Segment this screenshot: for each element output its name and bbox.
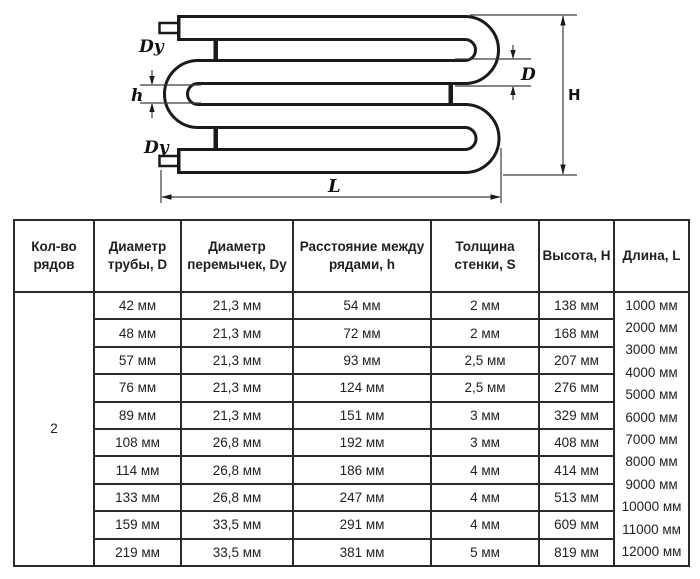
pipe-bore — [176, 28, 488, 161]
inlet-stub — [160, 23, 179, 33]
register-diagram — [0, 0, 700, 216]
table-row — [14, 484, 689, 511]
table-row — [14, 319, 689, 346]
length-item: 7000 мм — [625, 431, 678, 447]
jumper-top-left — [214, 39, 219, 62]
h-gap-label: h — [131, 86, 144, 106]
table-cell: 89 мм — [94, 402, 181, 429]
dy-bottom-label: Dy — [144, 138, 169, 158]
table-cell: 26,8 мм — [181, 484, 293, 511]
jumper-bottom-left — [214, 127, 219, 151]
length-item: 6000 мм — [625, 409, 678, 425]
header-height: Высота, H — [539, 220, 614, 292]
length-item: 2000 мм — [625, 319, 678, 335]
length-item: 1000 мм — [625, 297, 678, 313]
table-cell: 192 мм — [293, 429, 431, 456]
length-item: 9000 мм — [625, 476, 678, 492]
spec-table-body — [14, 292, 689, 566]
d-arrow-up-icon — [510, 86, 515, 95]
header-jumper-diameter: Диаметр перемычек, Dy — [181, 220, 293, 292]
table-cell: 247 мм — [293, 484, 431, 511]
h-arrow-up-icon — [149, 103, 154, 112]
table-cell: 21,3 мм — [181, 374, 293, 401]
length-arrow-left-icon — [162, 194, 172, 199]
table-row — [14, 429, 689, 456]
table-cell: 2,5 мм — [431, 374, 539, 401]
table-cell: 21,3 мм — [181, 347, 293, 374]
table-cell: 76 мм — [94, 374, 181, 401]
length-item: 5000 мм — [625, 387, 678, 403]
length-item: 4000 мм — [625, 364, 678, 380]
table-cell: 819 мм — [539, 539, 614, 566]
table-cell: 42 мм — [94, 292, 181, 319]
table-cell: 93 мм — [293, 347, 431, 374]
table-row — [14, 292, 689, 319]
table-cell: 219 мм — [94, 539, 181, 566]
spec-table — [13, 219, 690, 567]
length-item: 12000 мм — [621, 543, 682, 559]
table-cell: 133 мм — [94, 484, 181, 511]
length-label: L — [328, 176, 341, 197]
table-cell: 2,5 мм — [431, 347, 539, 374]
height-arrow-up-icon — [560, 16, 565, 26]
table-cell: 4 мм — [431, 511, 539, 538]
table-cell: 138 мм — [539, 292, 614, 319]
table-cell: 408 мм — [539, 429, 614, 456]
table-cell: 72 мм — [293, 319, 431, 346]
table-row — [14, 511, 689, 538]
table-cell: 3 мм — [431, 402, 539, 429]
dy-top-label: Dy — [139, 37, 164, 57]
table-cell: 4 мм — [431, 484, 539, 511]
table-row — [14, 347, 689, 374]
table-cell: 168 мм — [539, 319, 614, 346]
table-cell: 329 мм — [539, 402, 614, 429]
spec-table-header — [14, 220, 689, 292]
table-cell: 381 мм — [293, 539, 431, 566]
table-cell: 26,8 мм — [181, 456, 293, 483]
pipe-outline — [176, 28, 488, 161]
length-item: 11000 мм — [622, 521, 681, 537]
table-cell: 186 мм — [293, 456, 431, 483]
table-cell: 414 мм — [539, 456, 614, 483]
table-cell: 151 мм — [293, 402, 431, 429]
table-cell: 124 мм — [293, 374, 431, 401]
table-row — [14, 539, 689, 566]
table-cell: 276 мм — [539, 374, 614, 401]
table-row — [14, 374, 689, 401]
length-item: 3000 мм — [625, 342, 678, 358]
table-cell: 114 мм — [94, 456, 181, 483]
height-arrow-down-icon — [560, 165, 565, 175]
table-cell: 21,3 мм — [181, 292, 293, 319]
header-wall-thickness: Толщина стенки, S — [431, 220, 539, 292]
d-arrow-down-icon — [510, 50, 515, 59]
table-cell: 2 мм — [431, 319, 539, 346]
length-arrow-right-icon — [491, 194, 501, 199]
table-cell: 26,8 мм — [181, 429, 293, 456]
table-cell: 21,3 мм — [181, 319, 293, 346]
height-label: H — [568, 86, 581, 104]
row-count-cell: 2 — [14, 292, 94, 566]
length-item: 10000 мм — [621, 499, 682, 515]
table-cell: 33,5 мм — [181, 539, 293, 566]
header-pipe-diameter: Диаметр трубы, D — [94, 220, 181, 292]
table-cell: 159 мм — [94, 511, 181, 538]
table-cell: 513 мм — [539, 484, 614, 511]
table-cell: 5 мм — [431, 539, 539, 566]
table-row — [14, 456, 689, 483]
table-cell: 4 мм — [431, 456, 539, 483]
table-cell: 3 мм — [431, 429, 539, 456]
length-item: 8000 мм — [625, 454, 678, 470]
header-length: Длина, L — [614, 220, 689, 292]
table-cell: 207 мм — [539, 347, 614, 374]
table-cell: 291 мм — [293, 511, 431, 538]
h-arrow-down-icon — [149, 76, 154, 85]
table-cell: 54 мм — [293, 292, 431, 319]
lengths-cell — [614, 292, 689, 566]
table-row — [14, 402, 689, 429]
header-row-count: Кол-во рядов — [14, 220, 94, 292]
table-cell: 21,3 мм — [181, 402, 293, 429]
table-cell: 609 мм — [539, 511, 614, 538]
header-row-spacing: Расстояние между рядами, h — [293, 220, 431, 292]
table-cell: 108 мм — [94, 429, 181, 456]
table-cell: 48 мм — [94, 319, 181, 346]
table-cell: 33,5 мм — [181, 511, 293, 538]
table-cell: 57 мм — [94, 347, 181, 374]
table-cell: 2 мм — [431, 292, 539, 319]
d-diameter-label: D — [521, 65, 536, 85]
jumper-middle-right — [449, 83, 454, 105]
